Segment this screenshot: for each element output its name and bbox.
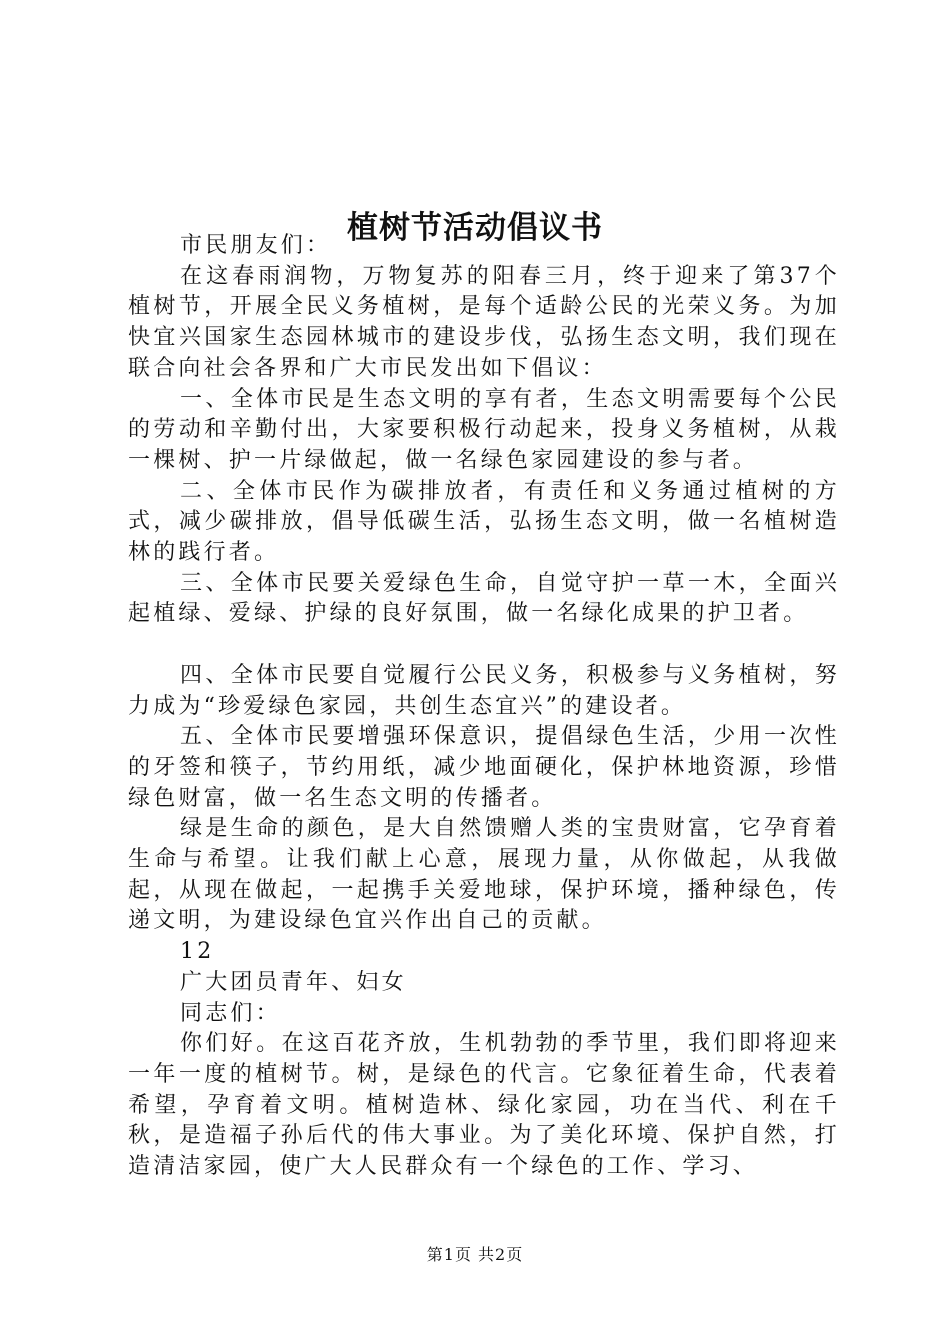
closing-paragraph: 绿是生命的颜色，是大自然馈赠人类的宝贵财富，它孕育着生命与希望。让我们献上心意，展现力量，从你做起，从我做起，从现在做起，一起携手关爱地球，保护环境，播种绿色，传递文明，为建设绿色宜兴作出自己的贡献。 (128, 816, 840, 934)
proposal-item-3: 三、全体市民要关爱绿色生命，自觉守护一草一木，全面兴起植绿、爱绿、护绿的良好氛围，做一名绿化成果的护卫者。 (128, 570, 840, 627)
document-body (128, 231, 840, 1183)
proposal-item-2: 二、全体市民作为碳排放者，有责任和义务通过植树的方式，减少碳排放，倡导低碳生活，弘扬生态文明，做一名植树造林的践行者。 (128, 478, 840, 566)
proposal-item-1: 一、全体市民是生态文明的享有者，生态文明需要每个公民的劳动和辛勤付出，大家要积极行动起来，投身义务植树，从栽一棵树、护一片绿做起，做一名绿色家园建设的参与者。 (128, 386, 840, 473)
intro-paragraph: 在这春雨润物，万物复苏的阳春三月，终于迎来了第37个植树节，开展全民义务植树，是每个适龄公民的光荣义务。为加快宜兴国家生态园林城市的建设步伐，弘扬生态文明，我们现在联合向社会各界和广大市民发出如下倡议： (128, 263, 840, 381)
page-title: 植树节活动倡议书 (347, 209, 603, 246)
section-number: 12 (180, 939, 215, 965)
proposal-item-4: 四、全体市民要自觉履行公民义务，积极参与义务植树，努力成为“珍爱绿色家园，共创生态宜兴”的建设者。 (128, 662, 840, 719)
second-letter-paragraph: 你们好。在这百花齐放，生机勃勃的季节里，我们即将迎来一年一度的植树节。树，是绿色的代言。它象征着生命，代表着希望，孕育着文明。植树造林、绿化家园，功在当代、利在千秋，是造福子孙后代的伟大事业。为了美化环境、保护自然，打造清洁家园，使广大人民群众有一个绿色的工作、学习、 (128, 1031, 840, 1180)
proposal-item-5: 五、全体市民要增强环保意识，提倡绿色生活，少用一次性的牙签和筷子，节约用纸，减少地面硬化，保护林地资源，珍惜绿色财富，做一名生态文明的传播者。 (128, 724, 840, 811)
page-footer: 第1页 共2页 (426, 1245, 524, 1264)
salutation: 市民朋友们： (180, 233, 332, 258)
second-letter-recipients: 广大团员青年、妇女 (180, 969, 407, 995)
paragraph-spacer (128, 630, 840, 661)
second-letter-salutation: 同志们： (180, 1000, 281, 1026)
